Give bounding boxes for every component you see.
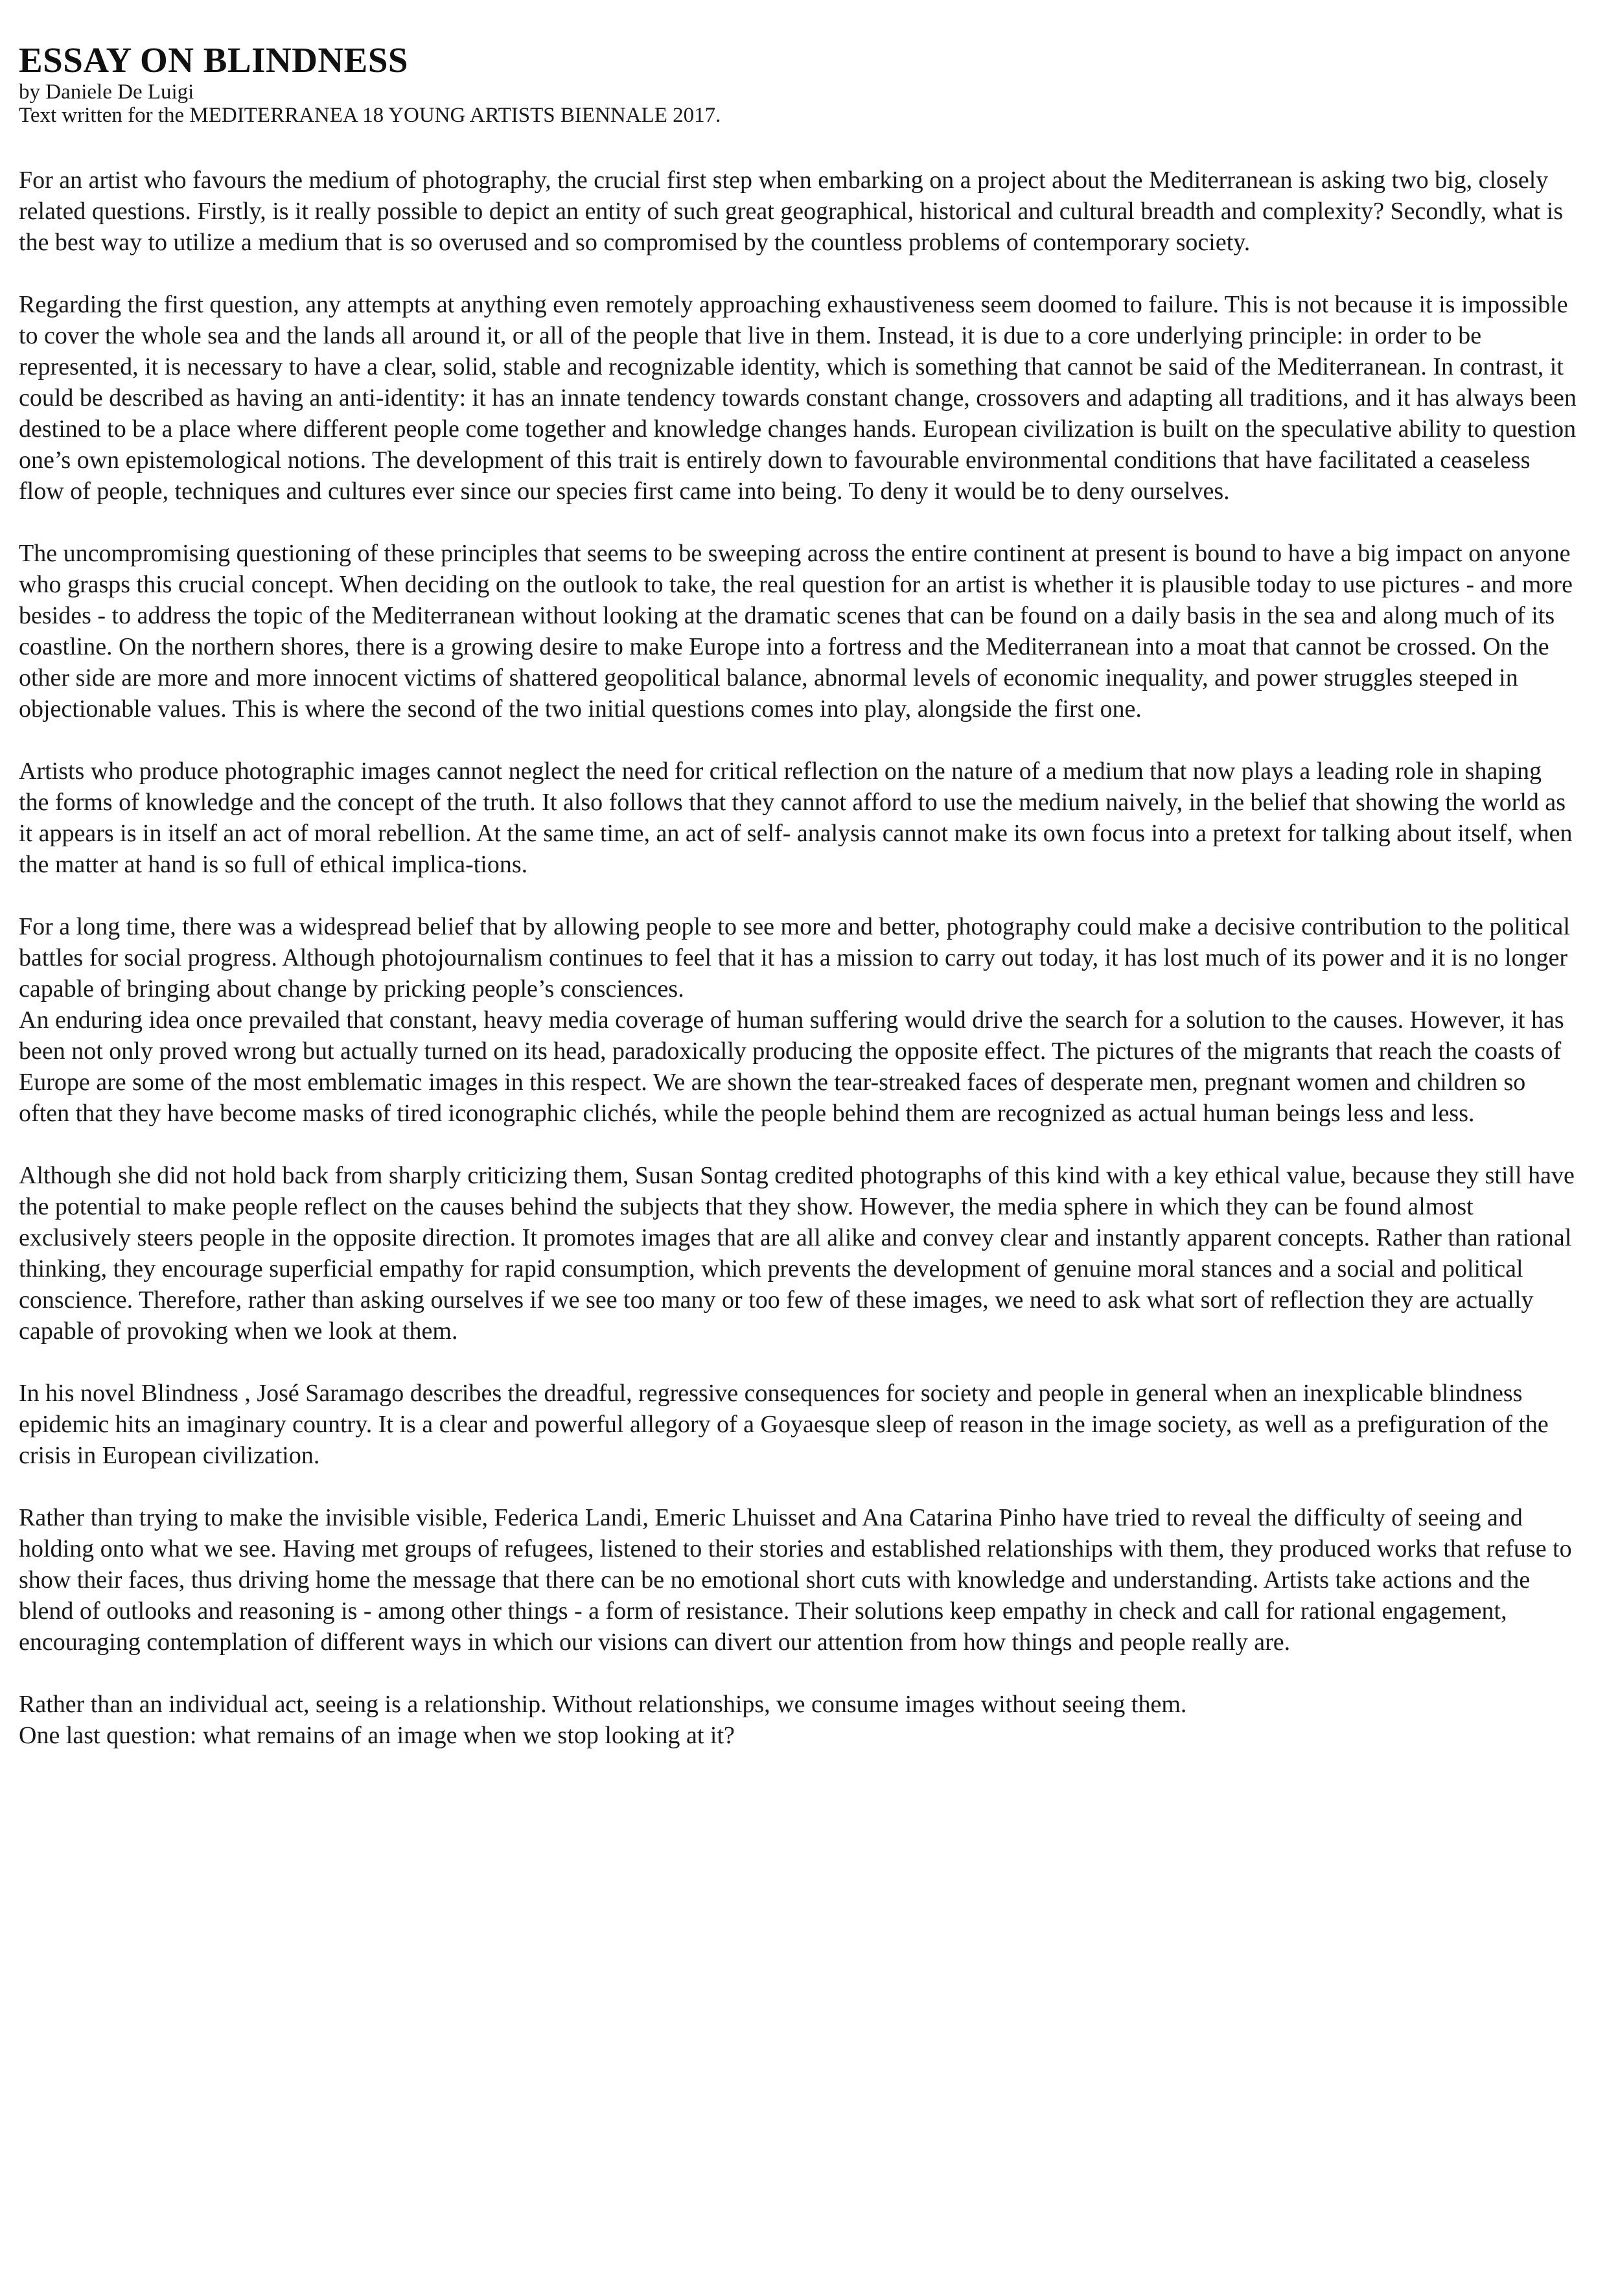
- paragraph-2: Regarding the first question, any attempts at anything even remotely approaching exhaustiveness seem doomed to failure. This is not because it is impossible to cover the whole sea and the lands all around it, or all of the people that live in them. Instead, it is due to a core underlying principle: in order to be represented, it is necessary to have a clear, solid, stable and recognizable identity, which is something that cannot be said of the Mediterranean. In contrast, it could be described as having an anti-identity: it has an innate tendency towards constant change, crossovers and adapting all traditions, and it has always been destined to be a place where different people come together and knowledge changes hands. European civilization is built on the speculative ability to question one’s own epistemological notions. The development of this trait is entirely down to favourable environmental conditions that have facilitated a ceaseless flow of people, techniques and cultures ever since our species first came into being. To deny it would be to deny ourselves.: [19, 291, 1577, 505]
- document-page: [19, 40, 1577, 1751]
- essay-body: [19, 165, 1577, 1751]
- paragraph-8: Rather than trying to make the invisible visible, Federica Landi, Emeric Lhuisset and Ana Catarina Pinho have tried to reveal the difficulty of seeing and holding onto what we see. Having met groups of refugees, listened to their stories and established relationships with them, they produced works that refuse to show their faces, thus driving home the message that there can be no emotional short cuts with knowledge and understanding. Artists take actions and the blend of outlooks and reasoning is - among other things - a form of resistance. Their solutions keep empathy in check and call for rational engagement, encouraging contemplation of different ways in which our visions can divert our attention from how things and people really are.: [19, 1504, 1572, 1656]
- paragraph-6: Although she did not hold back from sharply criticizing them, Susan Sontag credited photographs of this kind with a key ethical value, because they still have the potential to make people reflect on the causes behind the subjects that they show. However, the media sphere in which they can be found almost exclusively steers people in the opposite direction. It promotes images that are all alike and convey clear and instantly apparent concepts. Rather than rational thinking, they encourage superficial empathy for rapid consumption, which prevents the development of genuine moral stances and a social and political conscience. Therefore, rather than asking ourselves if we see too many or too few of these images, we need to ask what sort of reflection they are actually capable of provoking when we look at them.: [19, 1162, 1575, 1345]
- context-line: Text written for the MEDITERRANEA 18 YOUNG ARTISTS BIENNALE 2017.: [19, 104, 721, 127]
- paragraph-7: In his novel Blindness , José Saramago describes the dreadful, regressive consequences for society and people in general when an inexplicable blindness epidemic hits an imaginary country. It is a clear and powerful allegory of a Goyaesque sleep of reason in the image society, as well as a prefiguration of the crisis in European civilization.: [19, 1380, 1549, 1469]
- paragraph-4: Artists who produce photographic images cannot neglect the need for critical reflection on the nature of a medium that now plays a leading role in shaping the forms of knowledge and the concept of the truth. It also follows that they cannot afford to use the medium naively, in the belief that showing the world as it appears is in itself an act of moral rebellion. At the same time, an act of self- analysis cannot make its own focus into a pretext for talking about itself, when the matter at hand is so full of ethical implica-tions.: [19, 758, 1573, 878]
- paragraph-9: Rather than an individual act, seeing is a relationship. Without relationships, we consume images without seeing them. One last question: what remains of an image when we stop looking at it?: [19, 1691, 1187, 1749]
- essay-meta: [19, 80, 1577, 127]
- paragraph-1: For an artist who favours the medium of photography, the crucial first step when embarking on a project about the Mediterranean is asking two big, closely related questions. Firstly, is it really possible to depict an entity of such great geographical, historical and cultural breadth and complexity? Secondly, what is the best way to utilize a medium that is so overused and so compromised by the countless problems of contemporary society.: [19, 167, 1564, 256]
- paragraph-5: For a long time, there was a widespread belief that by allowing people to see more and better, photography could make a decisive contribution to the political battles for social progress. Although photojournalism continues to feel that it has a mission to carry out today, it has lost much of its power and it is no longer capable of bringing about change by pricking people’s consciences. An enduring idea once prevailed that constant, heavy media coverage of human suffering would drive the search for a solution to the causes. However, it has been not only proved wrong but actually turned on its head, paradoxically producing the opposite effect. The pictures of the migrants that reach the coasts of Europe are some of the most emblematic images in this respect. We are shown the tear-streaked faces of desperate men, pregnant women and children so often that they have become masks of tired iconographic clichés, while the people behind them are recognized as actual human beings less and less.: [19, 913, 1570, 1127]
- paragraph-3: The uncompromising questioning of these principles that seems to be sweeping across the entire continent at present is bound to have a big impact on anyone who grasps this crucial concept. When deciding on the outlook to take, the real question for an artist is whether it is plausible today to use pictures - and more besides - to address the topic of the Mediterranean without looking at the dramatic scenes that can be found on a daily basis in the sea and along much of its coastline. On the northern shores, there is a growing desire to make Europe into a fortress and the Mediterranean into a moat that cannot be crossed. On the other side are more and more innocent victims of shattered geopolitical balance, abnormal levels of economic inequality, and power struggles steeped in objectionable values. This is where the second of the two initial questions comes into play, alongside the first one.: [19, 540, 1573, 723]
- byline: by Daniele De Luigi: [19, 80, 194, 104]
- essay-title: ESSAY ON BLINDNESS: [19, 40, 409, 80]
